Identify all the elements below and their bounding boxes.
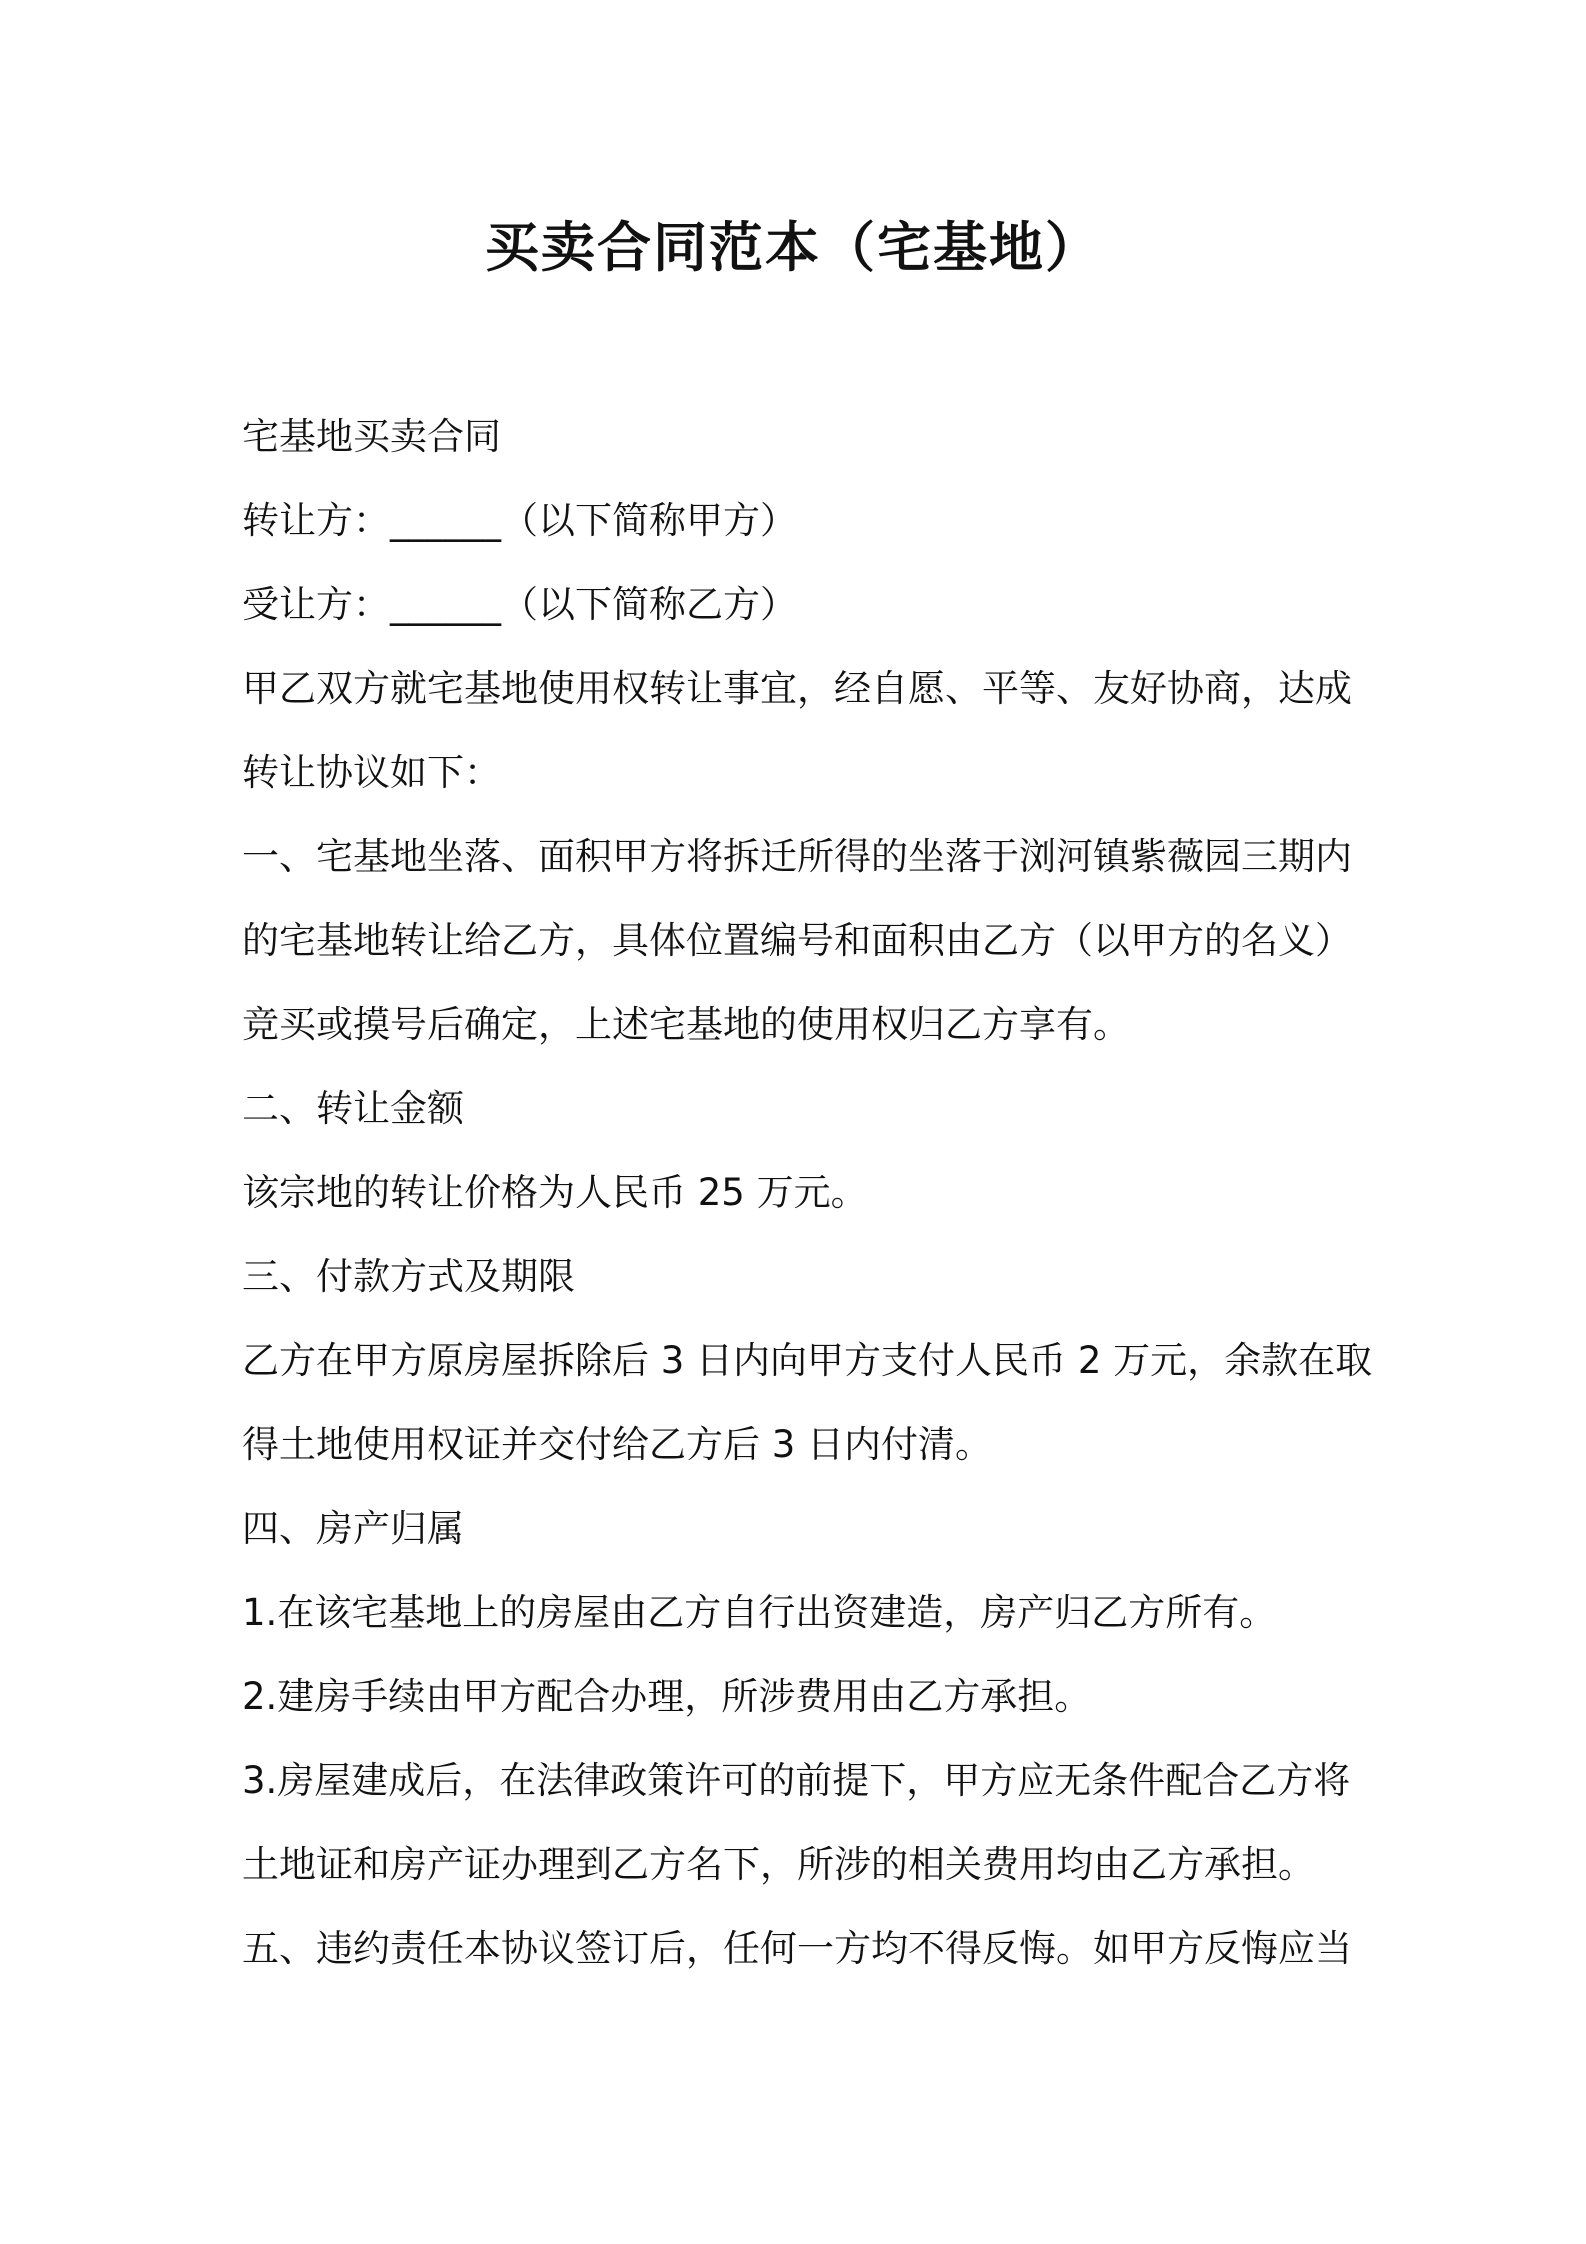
clause-2-heading: 二、转让金额 xyxy=(242,1087,464,1130)
clause-1-line-1: 一、宅基地坐落、面积甲方将拆迁所得的坐落于浏河镇紫薇园三期内 xyxy=(242,835,1352,878)
clause-5-line-1: 五、违约责任本协议签订后，任何一方均不得反悔。如甲方反悔应当 xyxy=(242,1927,1352,1970)
transferor-line: 转让方：______（以下简称甲方） xyxy=(242,499,797,542)
document-title: 买卖合同范本（宅基地） xyxy=(485,216,1101,279)
clause-1-line-2: 的宅基地转让给乙方，具体位置编号和面积由乙方（以甲方的名义） xyxy=(242,919,1352,962)
clause-3-line-1: 乙方在甲方原房屋拆除后 3 日内向甲方支付人民币 2 万元，余款在取 xyxy=(242,1339,1373,1382)
clause-4-item-2: 2.建房手续由甲方配合办理，所涉费用由乙方承担。 xyxy=(242,1675,1092,1718)
preamble-line-2: 转让协议如下： xyxy=(242,751,501,794)
clause-3-heading: 三、付款方式及期限 xyxy=(242,1255,575,1298)
contract-body xyxy=(242,395,1373,1991)
transferee-line: 受让方：______（以下简称乙方） xyxy=(242,583,797,626)
clause-4-item-3-line-1: 3.房屋建成后，在法律政策许可的前提下，甲方应无条件配合乙方将 xyxy=(242,1759,1351,1802)
clause-4-item-1: 1.在该宅基地上的房屋由乙方自行出资建造，房产归乙方所有。 xyxy=(242,1591,1277,1634)
contract-heading: 宅基地买卖合同 xyxy=(242,415,501,458)
clause-4-item-3-line-2: 土地证和房产证办理到乙方名下，所涉的相关费用均由乙方承担。 xyxy=(242,1843,1315,1886)
preamble-line-1: 甲乙双方就宅基地使用权转让事宜，经自愿、平等、友好协商，达成 xyxy=(242,667,1352,710)
clause-1-line-3: 竞买或摸号后确定，上述宅基地的使用权归乙方享有。 xyxy=(242,1003,1130,1046)
clause-2-text: 该宗地的转让价格为人民币 25 万元。 xyxy=(242,1171,868,1214)
clause-4-heading: 四、房产归属 xyxy=(242,1507,464,1550)
clause-3-line-2: 得土地使用权证并交付给乙方后 3 日内付清。 xyxy=(242,1423,993,1466)
